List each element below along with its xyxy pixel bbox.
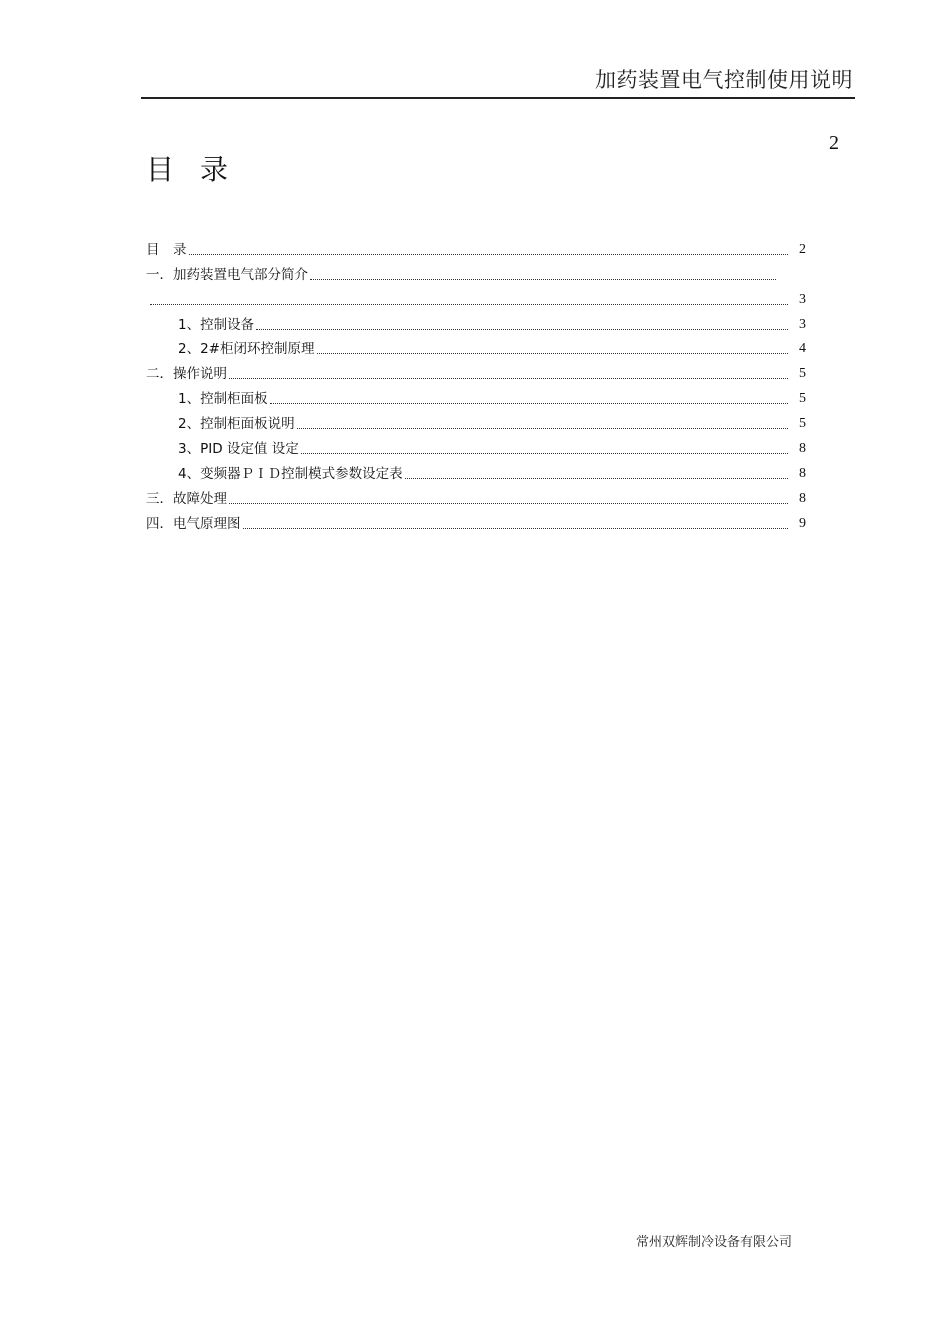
- toc-entry-text: 目 录: [146, 241, 187, 258]
- toc-entry-text: 2、控制柜面板说明: [178, 416, 295, 433]
- table-of-contents: [146, 234, 806, 533]
- toc-entry-page: 8: [799, 465, 806, 481]
- toc-entry-text: 4、变频器ＰＩＤ控制模式参数设定表: [178, 465, 403, 482]
- toc-entry[interactable]: [146, 358, 806, 383]
- toc-leader-dots: [310, 278, 776, 280]
- toc-entry-page: 8: [799, 441, 806, 457]
- toc-entry-page: 4: [799, 341, 806, 357]
- toc-entry-page: 5: [799, 366, 806, 382]
- toc-entry-continuation[interactable]: [146, 284, 806, 309]
- toc-leader-dots: [243, 527, 789, 529]
- toc-entry[interactable]: [146, 483, 806, 508]
- toc-entry[interactable]: [146, 383, 806, 408]
- toc-leader-dots: [229, 377, 788, 379]
- toc-entry-text: 3、PID 设定值 设定: [178, 441, 299, 458]
- toc-leader-dots: [297, 427, 788, 429]
- toc-entry[interactable]: [146, 334, 806, 359]
- toc-entry[interactable]: [146, 458, 806, 483]
- toc-leader-dots: [256, 328, 788, 330]
- toc-entry-text: 2、2#柜闭环控制原理: [178, 341, 315, 358]
- toc-entry[interactable]: [146, 259, 806, 284]
- toc-leader-dots: [301, 452, 788, 454]
- toc-entry-text: 三．故障处理: [146, 490, 227, 507]
- toc-entry-text: 二．操作说明: [146, 366, 227, 383]
- page-number: 2: [829, 132, 839, 154]
- toc-leader-dots: [229, 502, 788, 504]
- footer-company-name: 常州双辉制冷设备有限公司: [636, 1235, 793, 1250]
- toc-entry[interactable]: [146, 234, 806, 259]
- toc-entry-text: 四．电气原理图: [146, 515, 241, 532]
- toc-entry[interactable]: [146, 508, 806, 533]
- toc-entry-page: 2: [799, 241, 806, 257]
- document-header-title: 加药装置电气控制使用说明: [595, 68, 853, 92]
- toc-leader-dots: [317, 352, 789, 354]
- header-divider: [141, 97, 855, 99]
- toc-heading: 目录: [146, 153, 255, 186]
- toc-entry[interactable]: [146, 309, 806, 334]
- toc-entry[interactable]: [146, 433, 806, 458]
- toc-entry-page: 3: [799, 291, 806, 307]
- toc-leader-dots: [405, 477, 788, 479]
- toc-entry[interactable]: [146, 408, 806, 433]
- toc-entry-page: 5: [799, 416, 806, 432]
- toc-entry-text: 一．加药装置电气部分简介: [146, 266, 308, 283]
- toc-entry-page: 5: [799, 391, 806, 407]
- toc-entry-page: 9: [799, 515, 806, 531]
- toc-entry-text: 1、控制设备: [178, 316, 255, 333]
- toc-leader-dots: [189, 253, 789, 255]
- toc-leader-dots: [150, 303, 788, 305]
- toc-entry-page: 3: [799, 316, 806, 332]
- toc-leader-dots: [270, 402, 788, 404]
- toc-entry-text: 1、控制柜面板: [178, 391, 268, 408]
- toc-entry-page: 8: [799, 490, 806, 506]
